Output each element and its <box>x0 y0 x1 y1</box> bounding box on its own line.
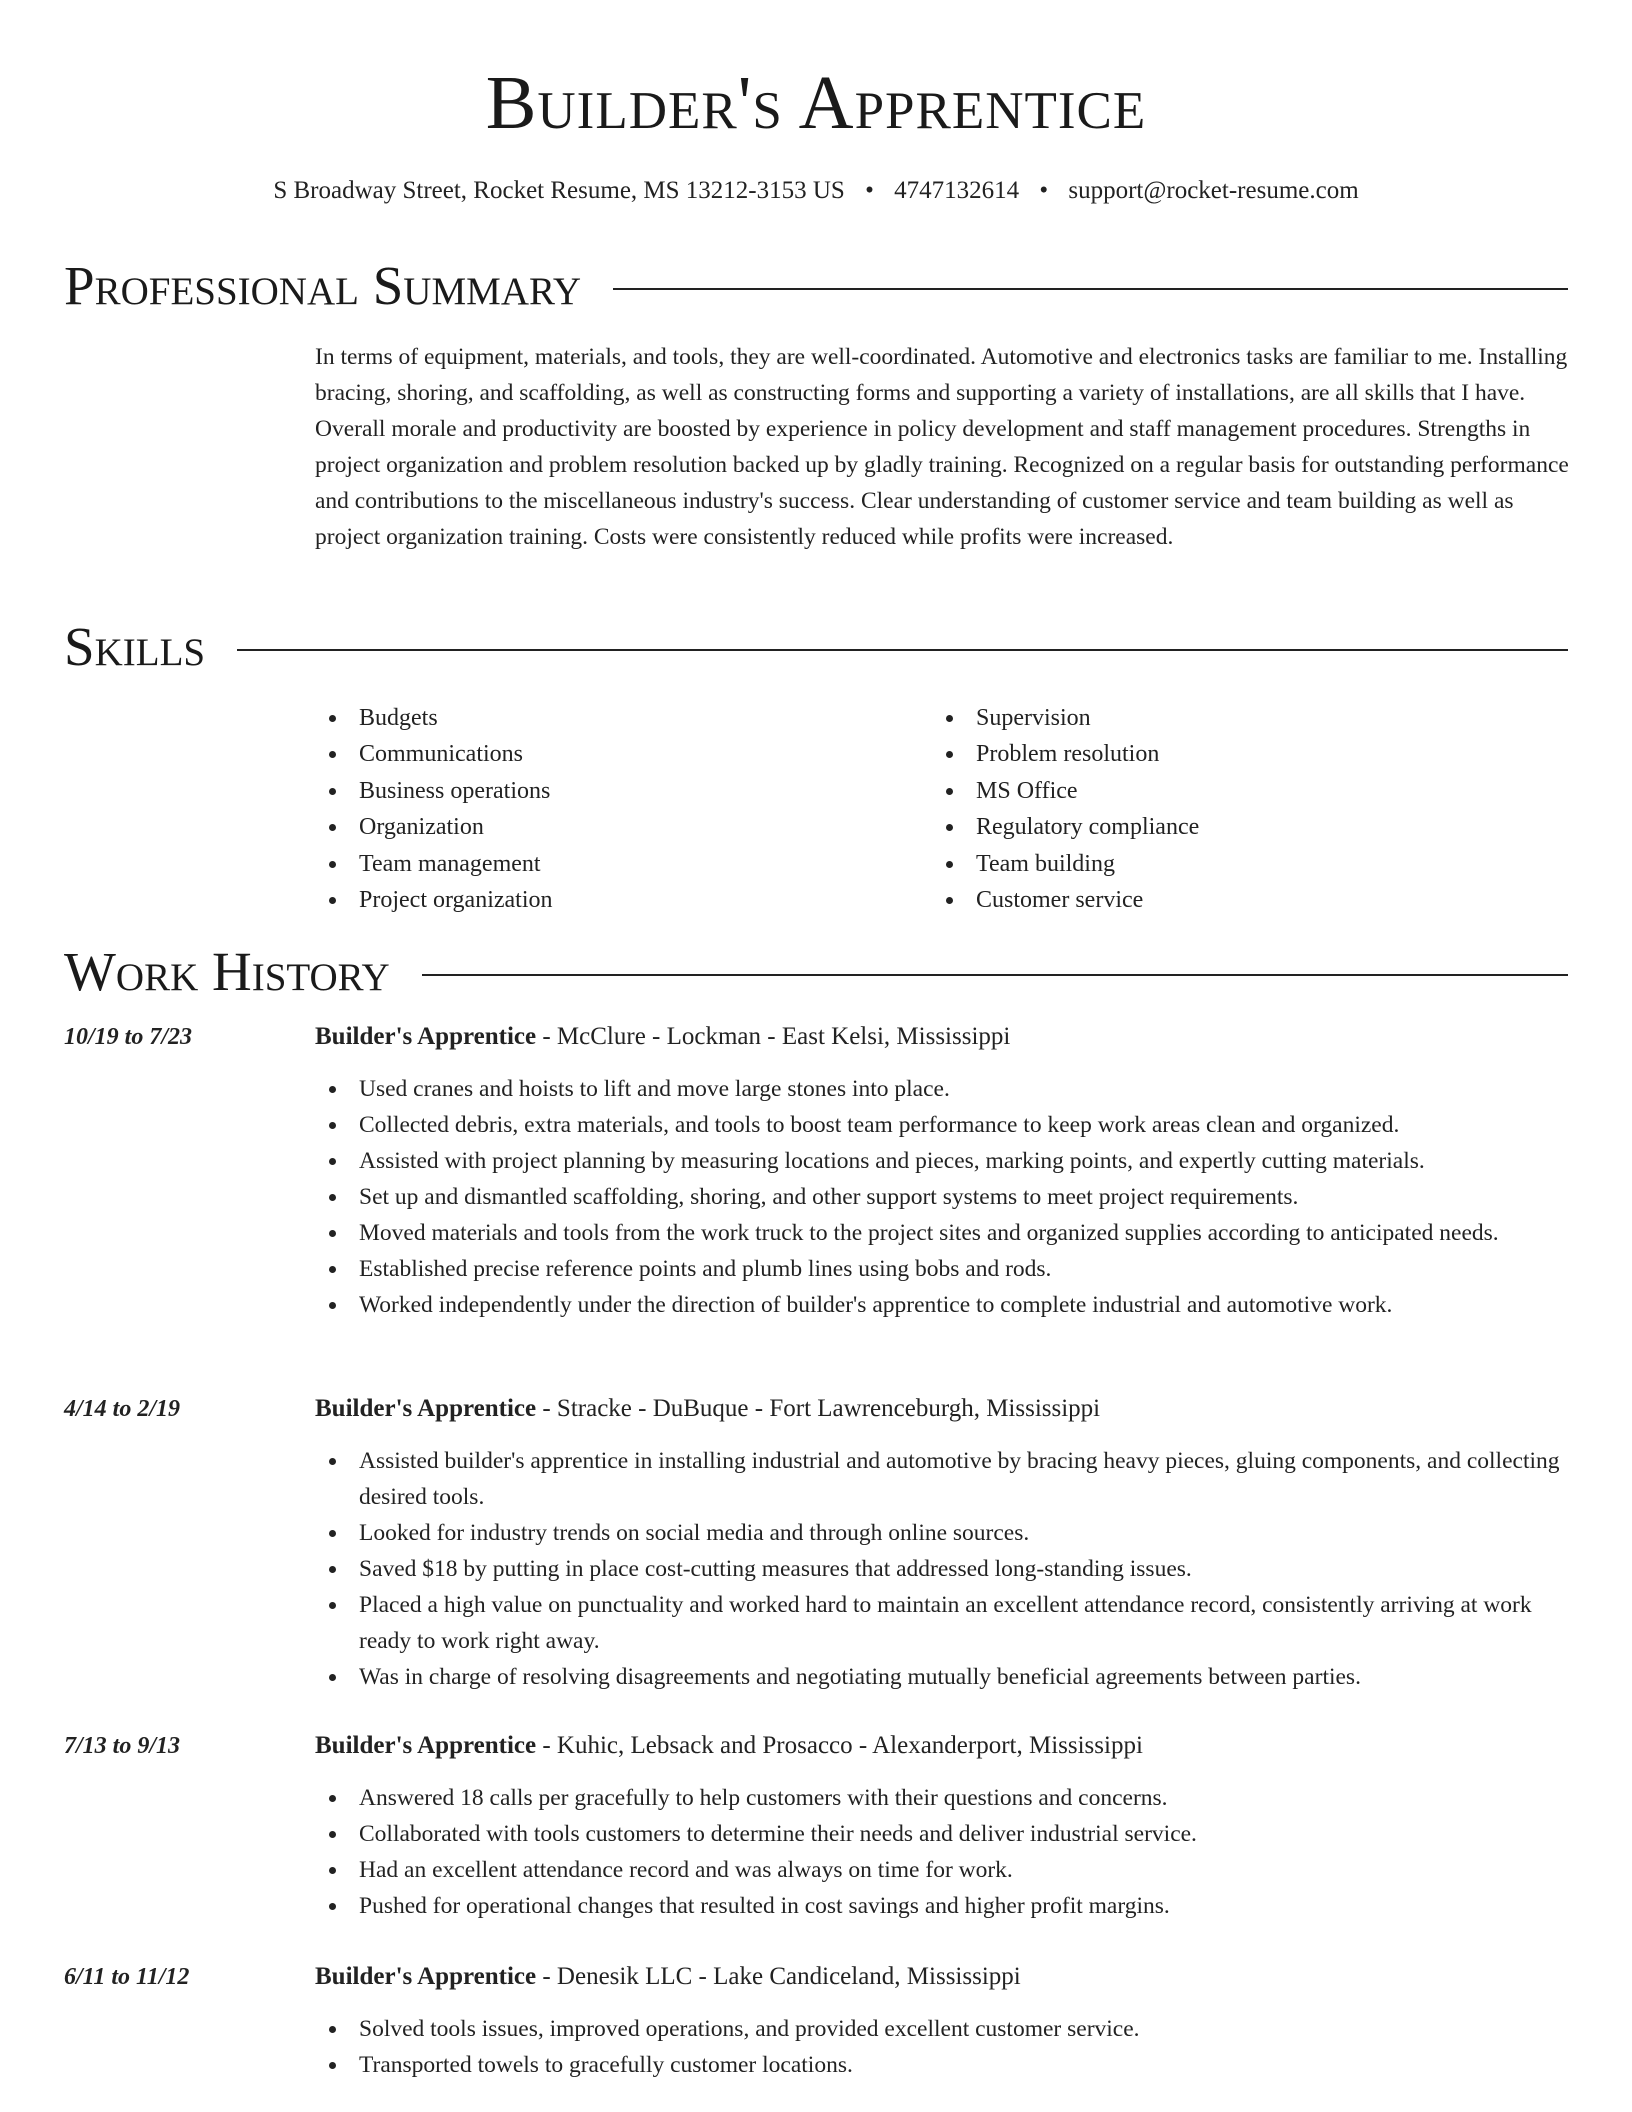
job-bullet: Saved $18 by putting in place cost-cutting measures that addressed long-standing issues. <box>315 1551 1570 1587</box>
job-dates: 6/11 to 11/12 <box>64 1964 190 1990</box>
job-bullet: Transported towels to gracefully customer locations. <box>315 2047 1570 2083</box>
job-title: Builder's Apprentice <box>315 1395 537 1422</box>
job-bullet: Used cranes and hoists to lift and move large stones into place. <box>315 1071 1570 1107</box>
skill-item: Business operations <box>315 773 932 809</box>
job-employer: - Denesik LLC - Lake Candiceland, Mississippi <box>536 1963 1021 1990</box>
skill-item: Customer service <box>932 882 1549 918</box>
skill-item: Team building <box>932 846 1549 882</box>
summary-text: In terms of equipment, materials, and tools, they are well-coordinated. Automotive and electronics tasks are familiar to me. Installing bracing, shoring, and scaffolding, as well as constructing forms and supporting a variety of installations, are all skills that I have. Overall morale and productivity are boosted by experience in policy development and staff management procedures. Strengths in project organization and problem resolution backed up by gladly training. Recognized on a regular basis for outstanding performance and contributions to the miscellaneous industry's success. Clear understanding of customer service and team building as well as project organization training. Costs were consistently reduced while profits were increased. <box>315 344 1569 550</box>
skills-column-left <box>315 700 932 918</box>
job-title: Builder's Apprentice <box>315 1023 537 1050</box>
skills-column-right <box>932 700 1549 918</box>
job-bullets <box>315 1071 1570 1323</box>
job-bullet: Worked independently under the direction of builder's apprentice to complete industrial and automotive work. <box>315 1287 1570 1323</box>
section-divider <box>613 288 1568 290</box>
contact-line <box>0 175 1632 207</box>
job-employer: - Stracke - DuBuque - Fort Lawrenceburgh, Mississippi <box>536 1395 1101 1422</box>
job-bullet: Assisted with project planning by measuring locations and pieces, marking points, and expertly cutting materials. <box>315 1143 1570 1179</box>
work-section-header <box>64 939 1568 1005</box>
work-section-title: Work History <box>64 941 390 1002</box>
job-bullet: Solved tools issues, improved operations, and provided excellent customer service. <box>315 2011 1570 2047</box>
job-employer: - Kuhic, Lebsack and Prosacco - Alexanderport, Mississippi <box>536 1732 1143 1759</box>
skills-section-header <box>64 614 1568 680</box>
skill-item: Project organization <box>315 882 932 918</box>
job-bullet: Looked for industry trends on social media and through online sources. <box>315 1515 1570 1551</box>
summary-section-header <box>64 253 1568 319</box>
job-bullet: Placed a high value on punctuality and worked hard to maintain an excellent attendance record, consistently arriving at work ready to work right away. <box>315 1587 1570 1659</box>
contact-phone: 4747132614 <box>894 177 1020 204</box>
job-dates: 4/14 to 2/19 <box>64 1396 181 1422</box>
skill-item: Problem resolution <box>932 736 1549 772</box>
job-bullet: Established precise reference points and plumb lines using bobs and rods. <box>315 1251 1570 1287</box>
job-bullets <box>315 1780 1570 1924</box>
summary-section-title: Professional Summary <box>64 255 582 316</box>
job-bullet: Moved materials and tools from the work truck to the project sites and organized supplies according to anticipated needs. <box>315 1215 1570 1251</box>
job-heading <box>315 1959 1021 1995</box>
job-bullet: Collected debris, extra materials, and tools to boost team performance to keep work areas clean and organized. <box>315 1107 1570 1143</box>
job-bullets <box>315 2011 1570 2083</box>
skills-list <box>315 700 1570 918</box>
skill-item: Supervision <box>932 700 1549 736</box>
contact-address: S Broadway Street, Rocket Resume, MS 13212-3153 US <box>273 177 845 204</box>
job-title: Builder's Apprentice <box>315 1732 537 1759</box>
job-bullets <box>315 1443 1570 1695</box>
job-heading <box>315 1728 1143 1764</box>
job-employer: - McClure - Lockman - East Kelsi, Mississippi <box>536 1023 1011 1050</box>
job-bullet: Pushed for operational changes that resulted in cost savings and higher profit margins. <box>315 1888 1570 1924</box>
job-heading <box>315 1391 1100 1427</box>
contact-email: support@rocket-resume.com <box>1068 177 1359 204</box>
job-bullet: Was in charge of resolving disagreements and negotiating mutually beneficial agreements between parties. <box>315 1659 1570 1695</box>
skill-item: Communications <box>315 736 932 772</box>
skill-item: Budgets <box>315 700 932 736</box>
skill-item: Regulatory compliance <box>932 809 1549 845</box>
section-divider <box>422 974 1568 976</box>
contact-separator: • <box>865 177 874 204</box>
job-bullet: Collaborated with tools customers to determine their needs and deliver industrial service. <box>315 1816 1570 1852</box>
section-divider <box>237 649 1568 651</box>
skill-item: MS Office <box>932 773 1549 809</box>
job-dates: 7/13 to 9/13 <box>64 1733 181 1759</box>
job-bullet: Had an excellent attendance record and was always on time for work. <box>315 1852 1570 1888</box>
job-bullet: Answered 18 calls per gracefully to help customers with their questions and concerns. <box>315 1780 1570 1816</box>
skill-item: Team management <box>315 846 932 882</box>
job-heading <box>315 1019 1010 1055</box>
candidate-name: Builder's Apprentice <box>485 61 1147 145</box>
job-title: Builder's Apprentice <box>315 1963 537 1990</box>
skill-item: Organization <box>315 809 932 845</box>
job-dates: 10/19 to 7/23 <box>64 1024 193 1050</box>
contact-separator: • <box>1039 177 1049 204</box>
job-bullet: Assisted builder's apprentice in installing industrial and automotive by bracing heavy pieces, gluing components, and collecting desired tools. <box>315 1443 1570 1515</box>
job-bullet: Set up and dismantled scaffolding, shoring, and other support systems to meet project requirements. <box>315 1179 1570 1215</box>
skills-section-title: Skills <box>64 616 206 677</box>
